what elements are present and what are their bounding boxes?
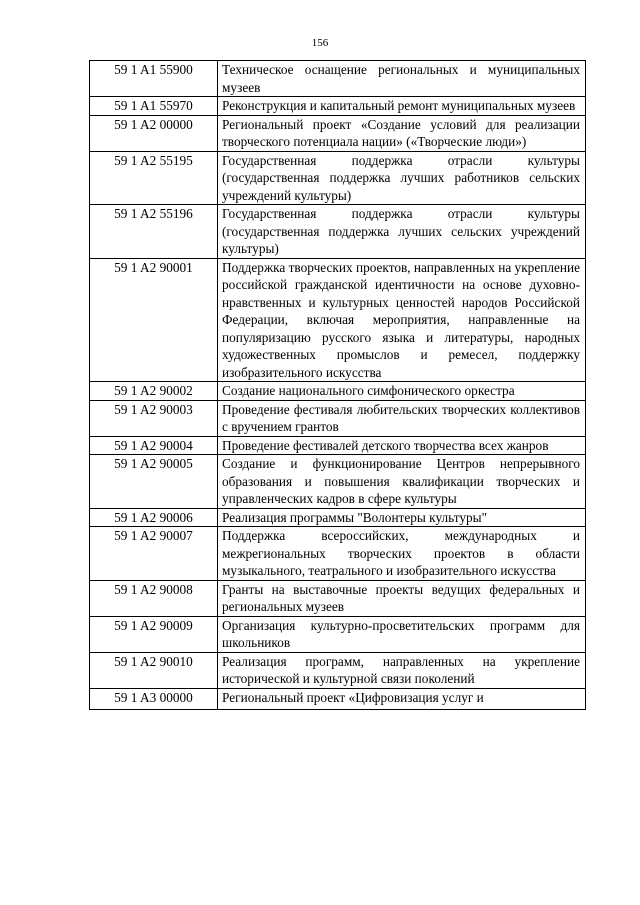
budget-code-table [89,60,586,710]
row-description: Организация культурно-просветительских программ для школьников [218,616,586,652]
row-code: 59 1 A2 90007 [90,527,218,581]
row-code: 59 1 A2 90010 [90,652,218,688]
row-code: 59 1 A1 55900 [90,61,218,97]
table-row [90,382,586,401]
table-row [90,508,586,527]
table-row [90,151,586,205]
row-description: Государственная поддержка отрасли культуры (государственная поддержка лучших работников сельских учреждений культуры) [218,151,586,205]
table-row [90,580,586,616]
row-description: Реконструкция и капитальный ремонт муниципальных музеев [218,97,586,116]
table-row [90,61,586,97]
table-row [90,527,586,581]
row-code: 59 1 A2 55195 [90,151,218,205]
table-row [90,616,586,652]
row-description: Создание национального симфонического оркестра [218,382,586,401]
row-description: Поддержка творческих проектов, направленных на укрепление российской гражданской идентичности на основе духовно-нравственных и культурных ценностей народов Российской Федерации, включая мероприятия, направленные на популяризацию русского языка и литературы, народных художественных промыслов и ремесел, поддержку изобразительного искусства [218,258,586,382]
table-row [90,205,586,259]
row-description: Поддержка всероссийских, международных и межрегиональных творческих проектов в области музыкального, театрального и изобразительного искусства [218,527,586,581]
row-code: 59 1 A2 90003 [90,400,218,436]
table-row [90,97,586,116]
row-code: 59 1 A2 90004 [90,436,218,455]
row-description: Реализация программы "Волонтеры культуры" [218,508,586,527]
table-row [90,115,586,151]
row-code: 59 1 A2 90005 [90,455,218,509]
row-description: Проведение фестивалей детского творчества всех жанров [218,436,586,455]
row-description: Гранты на выставочные проекты ведущих федеральных и региональных музеев [218,580,586,616]
row-description: Создание и функционирование Центров непрерывного образования и повышения квалификации творческих и управленческих кадров в сфере культуры [218,455,586,509]
table-row [90,258,586,382]
row-code: 59 1 A2 90009 [90,616,218,652]
row-description: Региональный проект «Создание условий для реализации творческого потенциала нации» («Творческие люди») [218,115,586,151]
row-code: 59 1 A2 90001 [90,258,218,382]
row-code: 59 1 A2 90008 [90,580,218,616]
row-code: 59 1 A3 00000 [90,688,218,709]
table-row [90,688,586,709]
table-row [90,652,586,688]
row-code: 59 1 A1 55970 [90,97,218,116]
row-code: 59 1 A2 90002 [90,382,218,401]
row-description: Техническое оснащение региональных и муниципальных музеев [218,61,586,97]
page-number: 156 [311,37,329,49]
row-description: Региональный проект «Цифровизация услуг и [218,688,586,709]
table-row [90,436,586,455]
row-description: Проведение фестиваля любительских творческих коллективов с вручением грантов [218,400,586,436]
row-description: Государственная поддержка отрасли культуры (государственная поддержка лучших сельских учреждений культуры) [218,205,586,259]
table-row [90,455,586,509]
row-code: 59 1 A2 55196 [90,205,218,259]
row-description: Реализация программ, направленных на укрепление исторической и культурной связи поколений [218,652,586,688]
row-code: 59 1 A2 00000 [90,115,218,151]
table-row [90,400,586,436]
row-code: 59 1 A2 90006 [90,508,218,527]
